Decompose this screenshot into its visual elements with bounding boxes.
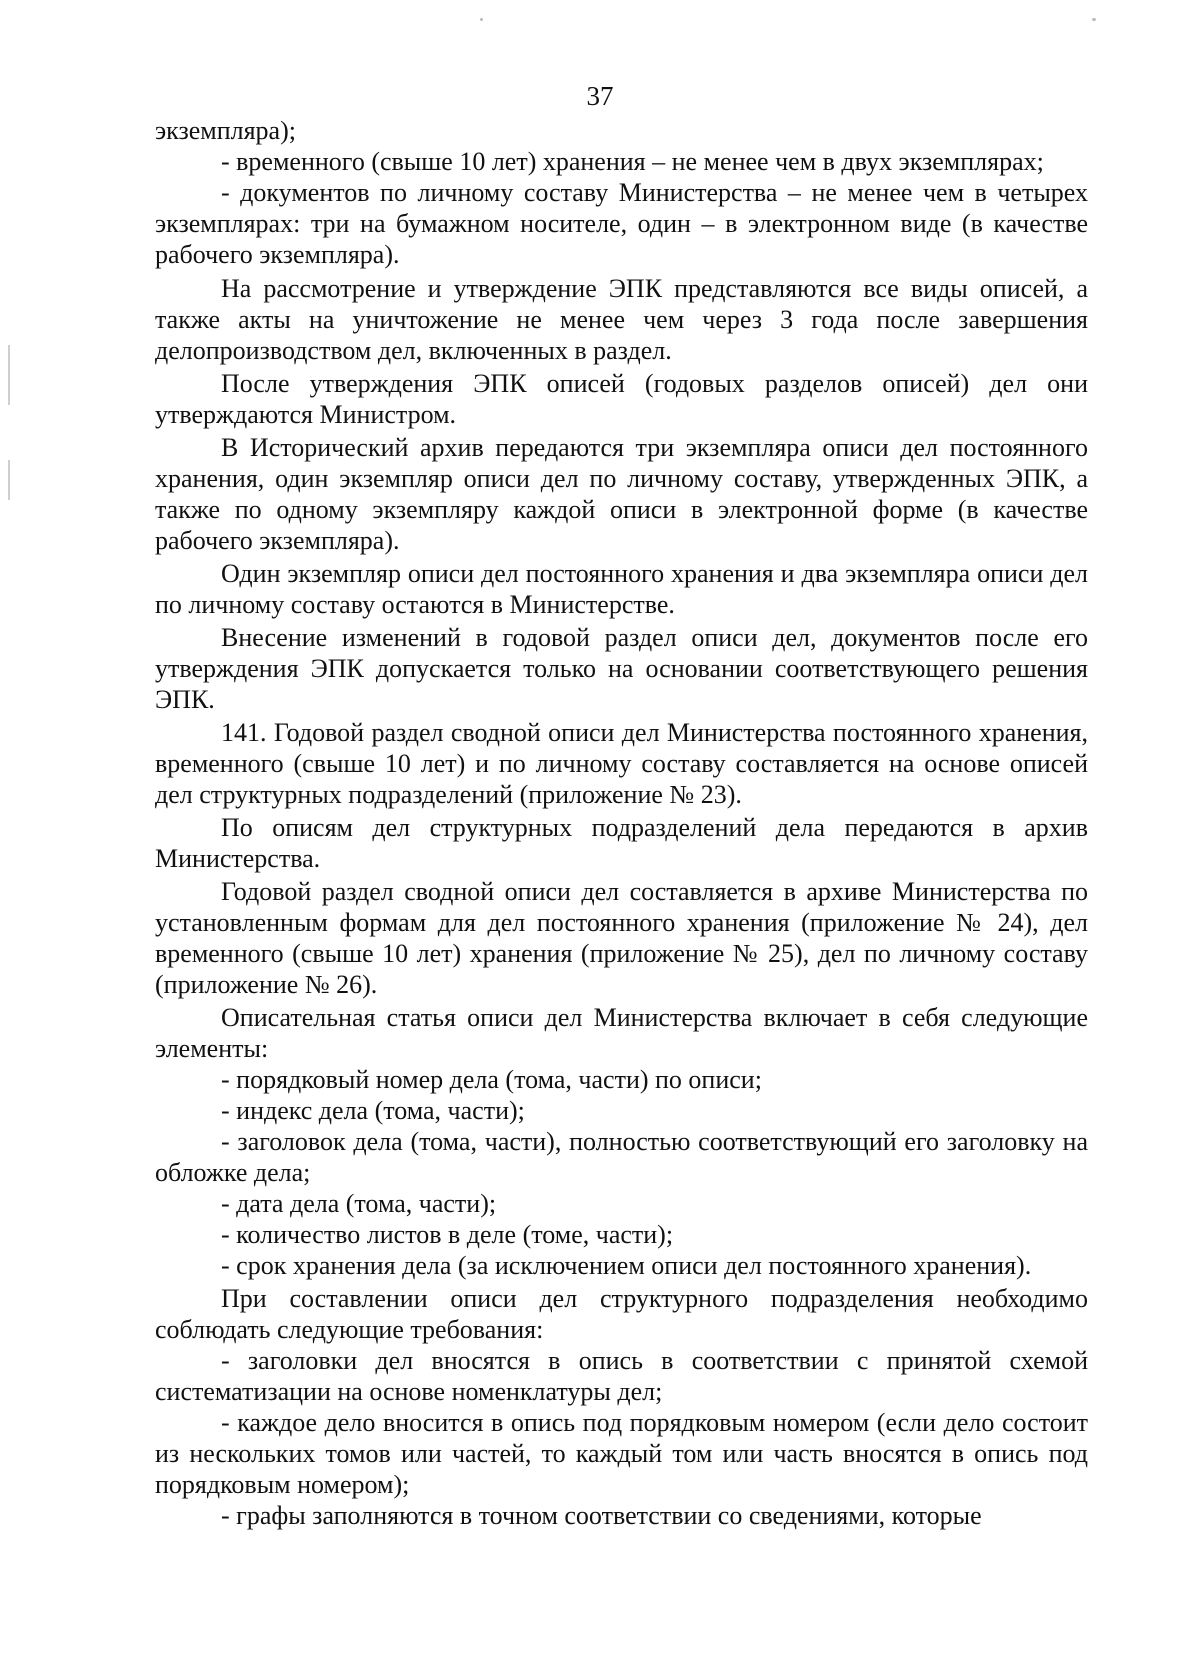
list-item: - индекс дела (тома, части); (221, 1096, 525, 1125)
paragraph: После утверждения ЭПК описей (годовых разделов описей) дел они утверждаются Министром. (155, 369, 1088, 429)
scan-speck (1092, 18, 1096, 21)
binding-mark (8, 460, 10, 500)
binding-mark (8, 345, 10, 405)
document-body (155, 115, 1088, 1531)
list-item: - дата дела (тома, части); (221, 1189, 497, 1218)
paragraph-continuation: экземпляра); (155, 116, 296, 145)
paragraph: Один экземпляр описи дел постоянного хранения и два экземпляра описи дел по личному составу остаются в Министерстве. (155, 559, 1088, 619)
list-item: - временного (свыше 10 лет) хранения – не менее чем в двух экземплярах; (221, 147, 1044, 176)
paragraph: При составлении описи дел структурного подразделения необходимо соблюдать следующие требования: (155, 1284, 1088, 1344)
paragraph: На рассмотрение и утверждение ЭПК представляются все виды описей, а также акты на уничтожение не менее чем через 3 года после завершения делопроизводством дел, включенных в раздел. (155, 274, 1088, 365)
scan-speck (480, 18, 483, 21)
paragraph: В Исторический архив передаются три экземпляра описи дел постоянного хранения, один экземпляр описи дел по личному составу, утвержденных ЭПК, а также по одному экземпляру каждой описи в электронной форме (в качестве рабочего экземпляра). (155, 433, 1088, 555)
list-item: - порядковый номер дела (тома, части) по описи; (221, 1065, 762, 1094)
paragraph: Внесение изменений в годовой раздел описи дел, документов после его утверждения ЭПК допускается только на основании соответствующего решения ЭПК. (155, 623, 1088, 714)
section-141-paragraph: 141. Годовой раздел сводной описи дел Министерства постоянного хранения, временного (свыше 10 лет) и по личному составу составляется на основе описей дел структурных подразделений (приложение № 23). (155, 718, 1088, 809)
list-item: - каждое дело вносится в опись под порядковым номером (если дело состоит из нескольких томов или частей, то каждый том или часть вносятся в опись под порядковым номером); (155, 1408, 1088, 1499)
list-item: - срок хранения дела (за исключением описи дел постоянного хранения). (221, 1251, 1032, 1280)
paragraph: Годовой раздел сводной описи дел составляется в архиве Министерства по установленным формам для дел постоянного хранения (приложение № 24), дел временного (свыше 10 лет) хранения (приложение № 25), дел по личному составу (приложение № 26). (155, 877, 1088, 999)
list-item: - количество листов в деле (томе, части); (221, 1220, 674, 1249)
paragraph: Описательная статья описи дел Министерства включает в себя следующие элементы: (155, 1003, 1088, 1063)
paragraph: По описям дел структурных подразделений дела передаются в архив Министерства. (155, 813, 1088, 873)
page-number: 37 (586, 81, 614, 111)
list-item: - документов по личному составу Министерства – не менее чем в четырех экземплярах: три на бумажном носителе, один – в электронном виде (в качестве рабочего экземпляра). (155, 178, 1088, 269)
list-item: - заголовок дела (тома, части), полностью соответствующий его заголовку на обложке дела; (155, 1127, 1088, 1187)
list-item: - заголовки дел вносятся в опись в соответствии с принятой схемой систематизации на основе номенклатуры дел; (155, 1346, 1088, 1406)
list-item: - графы заполняются в точном соответствии со сведениями, которые (221, 1501, 982, 1530)
